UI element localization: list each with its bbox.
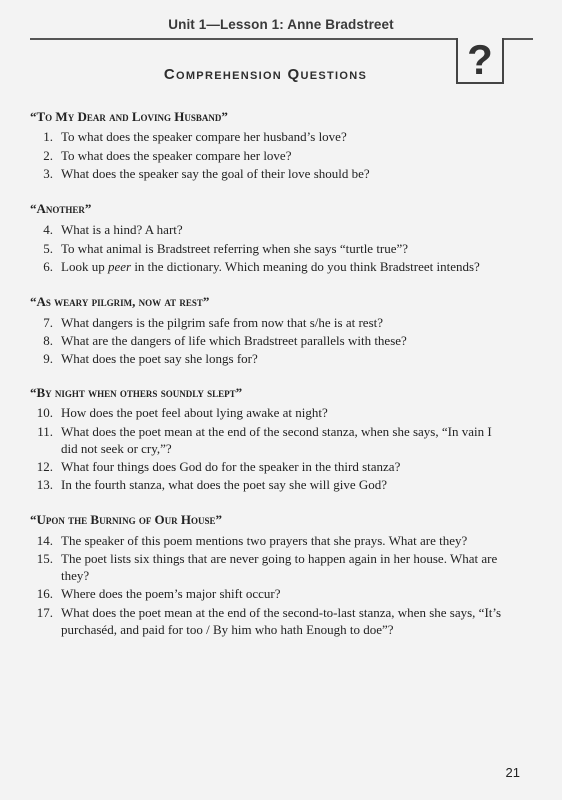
question-number: 12. (36, 459, 53, 474)
question-number: 8. (43, 333, 53, 348)
poem-title-3: “As weary pilgrim, now at rest” (30, 294, 210, 309)
question-number: 7. (43, 315, 53, 330)
question-number: 15. (36, 551, 53, 566)
question-mark-icon: ? (456, 38, 504, 84)
question-text: Where does the poem’s major shift occur? (61, 586, 281, 601)
poem-title-4: “By night when others soundly slept” (30, 385, 243, 400)
question-text: To what does the speaker compare her husband’s love? (61, 129, 347, 144)
question-number: 16. (36, 586, 53, 601)
question-text: To what animal is Bradstreet referring when she says “turtle true”? (61, 241, 409, 256)
poem-title-5: “Upon the Burning of Our House” (30, 512, 223, 527)
question-number: 1. (43, 129, 53, 144)
page-number: 21 (505, 765, 520, 780)
emphasized-word: peer (107, 259, 132, 274)
poem-title-2: “Another” (30, 201, 92, 216)
question-number: 2. (43, 148, 53, 163)
page-header: Unit 1—Lesson 1: Anne Bradstreet (168, 17, 394, 32)
question-text: How does the poet feel about lying awake at night? (61, 405, 328, 420)
question-text: To what does the speaker compare her love? (61, 148, 292, 163)
question-number: 11. (37, 424, 53, 439)
poem-title-1: “To My Dear and Loving Husband” (30, 109, 228, 124)
question-number: 14. (36, 533, 53, 548)
question-text: The poet lists six things that are never going to happen again in her house. What are they? (61, 551, 498, 583)
question-number: 13. (36, 477, 53, 492)
question-number: 6. (43, 259, 53, 274)
question-number: 3. (43, 166, 53, 181)
question-text: What dangers is the pilgrim safe from now that s/he is at rest? (61, 315, 384, 330)
question-text: What are the dangers of life which Bradstreet parallels with these? (61, 333, 407, 348)
question-number: 5. (43, 241, 53, 256)
question-text: The speaker of this poem mentions two prayers that she prays. What are they? (61, 533, 468, 548)
question-text: What does the speaker say the goal of their love should be? (61, 166, 370, 181)
question-text: In the fourth stanza, what does the poet say she will give God? (61, 477, 387, 492)
section-title: Comprehension Questions (163, 66, 368, 83)
question-text: What is a hind? A hart? (61, 222, 183, 237)
question-text: What does the poet say she longs for? (61, 351, 258, 366)
question-number: 4. (43, 222, 53, 237)
question-number: 9. (43, 351, 53, 366)
question-number: 10. (36, 405, 53, 420)
question-text: Look up peer in the dictionary. Which meaning do you think Bradstreet intends? (61, 259, 480, 274)
question-text: What four things does God do for the speaker in the third stanza? (61, 459, 401, 474)
question-text: What does the poet mean at the end of the second stanza, when she says, “In vain I did not seek or cry,”? (61, 424, 492, 456)
question-text: What does the poet mean at the end of the second-to-last stanza, when she says, “It’s purchaséd, and paid for too / By him who hath Enough to doe”? (61, 605, 502, 637)
question-number: 17. (36, 605, 53, 620)
